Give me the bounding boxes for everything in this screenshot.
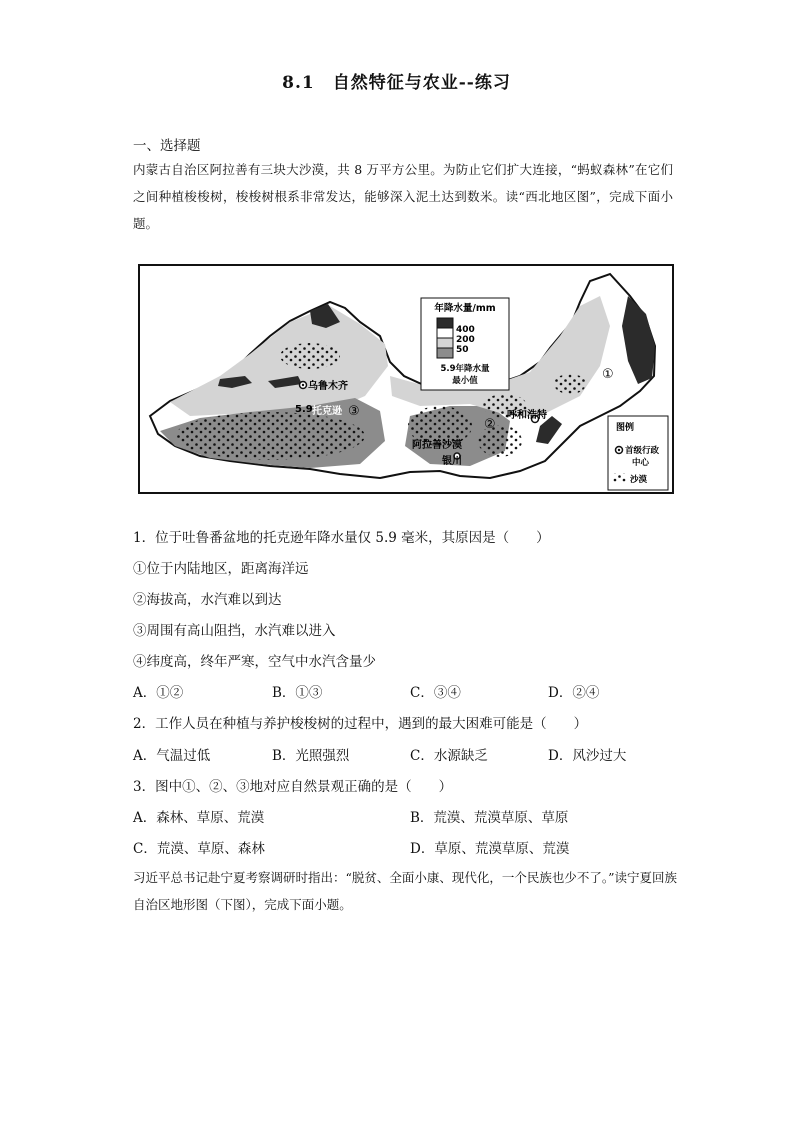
label-hohhot: 呼和浩特 (507, 410, 547, 421)
desert-taklamakan (175, 412, 365, 460)
legend-min-line2: 最小值 (452, 376, 478, 386)
legend-200: 200 (456, 335, 475, 345)
legend-400: 400 (456, 325, 475, 335)
q1-statement-1: ①位于内陆地区，距离海洋远 (133, 561, 309, 577)
q1-statement-3: ③周围有高山阻挡，水汽难以进入 (133, 623, 336, 639)
label-site-3: ③ (348, 404, 360, 419)
q2-option-c[interactable]: C．水源缺乏 (410, 748, 488, 764)
label-precip-value: 5.9 (295, 404, 313, 415)
intro-paragraph: 内蒙古自治区阿拉善有三块大沙漠，共 8 万平方公里。为防止它们扩大连接，“蚂蚁森林”在它们之间种植梭梭树，梭梭树根系非常发达，能够深入泥土达到数米。读“西北地区图”，完成下面小题。 (133, 162, 673, 231)
page-title: 8.1 自然特征与农业--练习 (282, 73, 511, 93)
northwest-region-map (138, 264, 674, 494)
q2-option-b[interactable]: B．光照强烈 (272, 748, 350, 764)
legend-swatch-mid (437, 348, 453, 358)
q1-option-c[interactable]: C．③④ (410, 685, 461, 701)
legend-swatch-light (437, 338, 453, 348)
desert-hunshandake (554, 374, 586, 394)
section-heading: 一、选择题 (133, 138, 201, 154)
label-alxa-desert: 阿拉善沙漠 (412, 440, 462, 451)
key-desert: 沙漠 (630, 475, 648, 485)
q3-option-a[interactable]: A．森林、草原、荒漠 (133, 810, 265, 826)
legend-swatch-dark (437, 318, 453, 328)
q3-option-c[interactable]: C．荒漠、草原、森林 (133, 841, 265, 857)
q3-stem: 3．图中①、②、③地对应自然景观正确的是（ ） (133, 779, 453, 795)
closing-paragraph: 习近平总书记赴宁夏考察调研时指出：“脱贫、全面小康、现代化，一个民族也少不了。”读宁夏回族自治区地形图（下图），完成下面小题。 (133, 870, 678, 912)
key-capital-line1: 首级行政 (625, 446, 660, 456)
q2-stem: 2．工作人员在种植与养护梭梭树的过程中，遇到的最大困难可能是（ ） (133, 716, 588, 732)
label-site-1: ① (602, 367, 614, 382)
key-capital-line2: 中心 (632, 458, 650, 468)
label-urumqi: 乌鲁木齐 (308, 381, 348, 392)
label-toksun: 托克逊 (312, 406, 342, 417)
q1-statement-4: ④纬度高，终年严寒，空气中水汽含量少 (133, 654, 376, 670)
label-yinchuan: 银川 (442, 456, 462, 467)
key-desert-swatch (613, 473, 627, 483)
legend-50: 50 (456, 345, 469, 355)
key-title: 图例 (616, 423, 635, 433)
legend-swatch-white (437, 328, 453, 338)
q1-option-b[interactable]: B．①③ (272, 685, 323, 701)
q1-stem: 1．位于吐鲁番盆地的托克逊年降水量仅 5.9 毫米，其原因是（ ） (133, 530, 550, 546)
q2-option-d[interactable]: D．风沙过大 (548, 748, 627, 764)
q1-option-a[interactable]: A．①② (133, 685, 184, 701)
legend-title: 年降水量/mm (434, 303, 496, 314)
label-site-2: ② (484, 417, 496, 432)
q1-option-d[interactable]: D．②④ (548, 685, 600, 701)
q1-statement-2: ②海拔高，水汽难以到达 (133, 592, 282, 608)
legend-min-line1: 5.9年降水量 (440, 364, 490, 374)
map-svg (140, 266, 672, 492)
q3-option-d[interactable]: D．草原、荒漠草原、荒漠 (410, 841, 570, 857)
q3-option-b[interactable]: B．荒漠、荒漠草原、草原 (410, 810, 569, 826)
desert-gurbantunggut (280, 343, 340, 369)
q2-option-a[interactable]: A．气温过低 (133, 748, 211, 764)
